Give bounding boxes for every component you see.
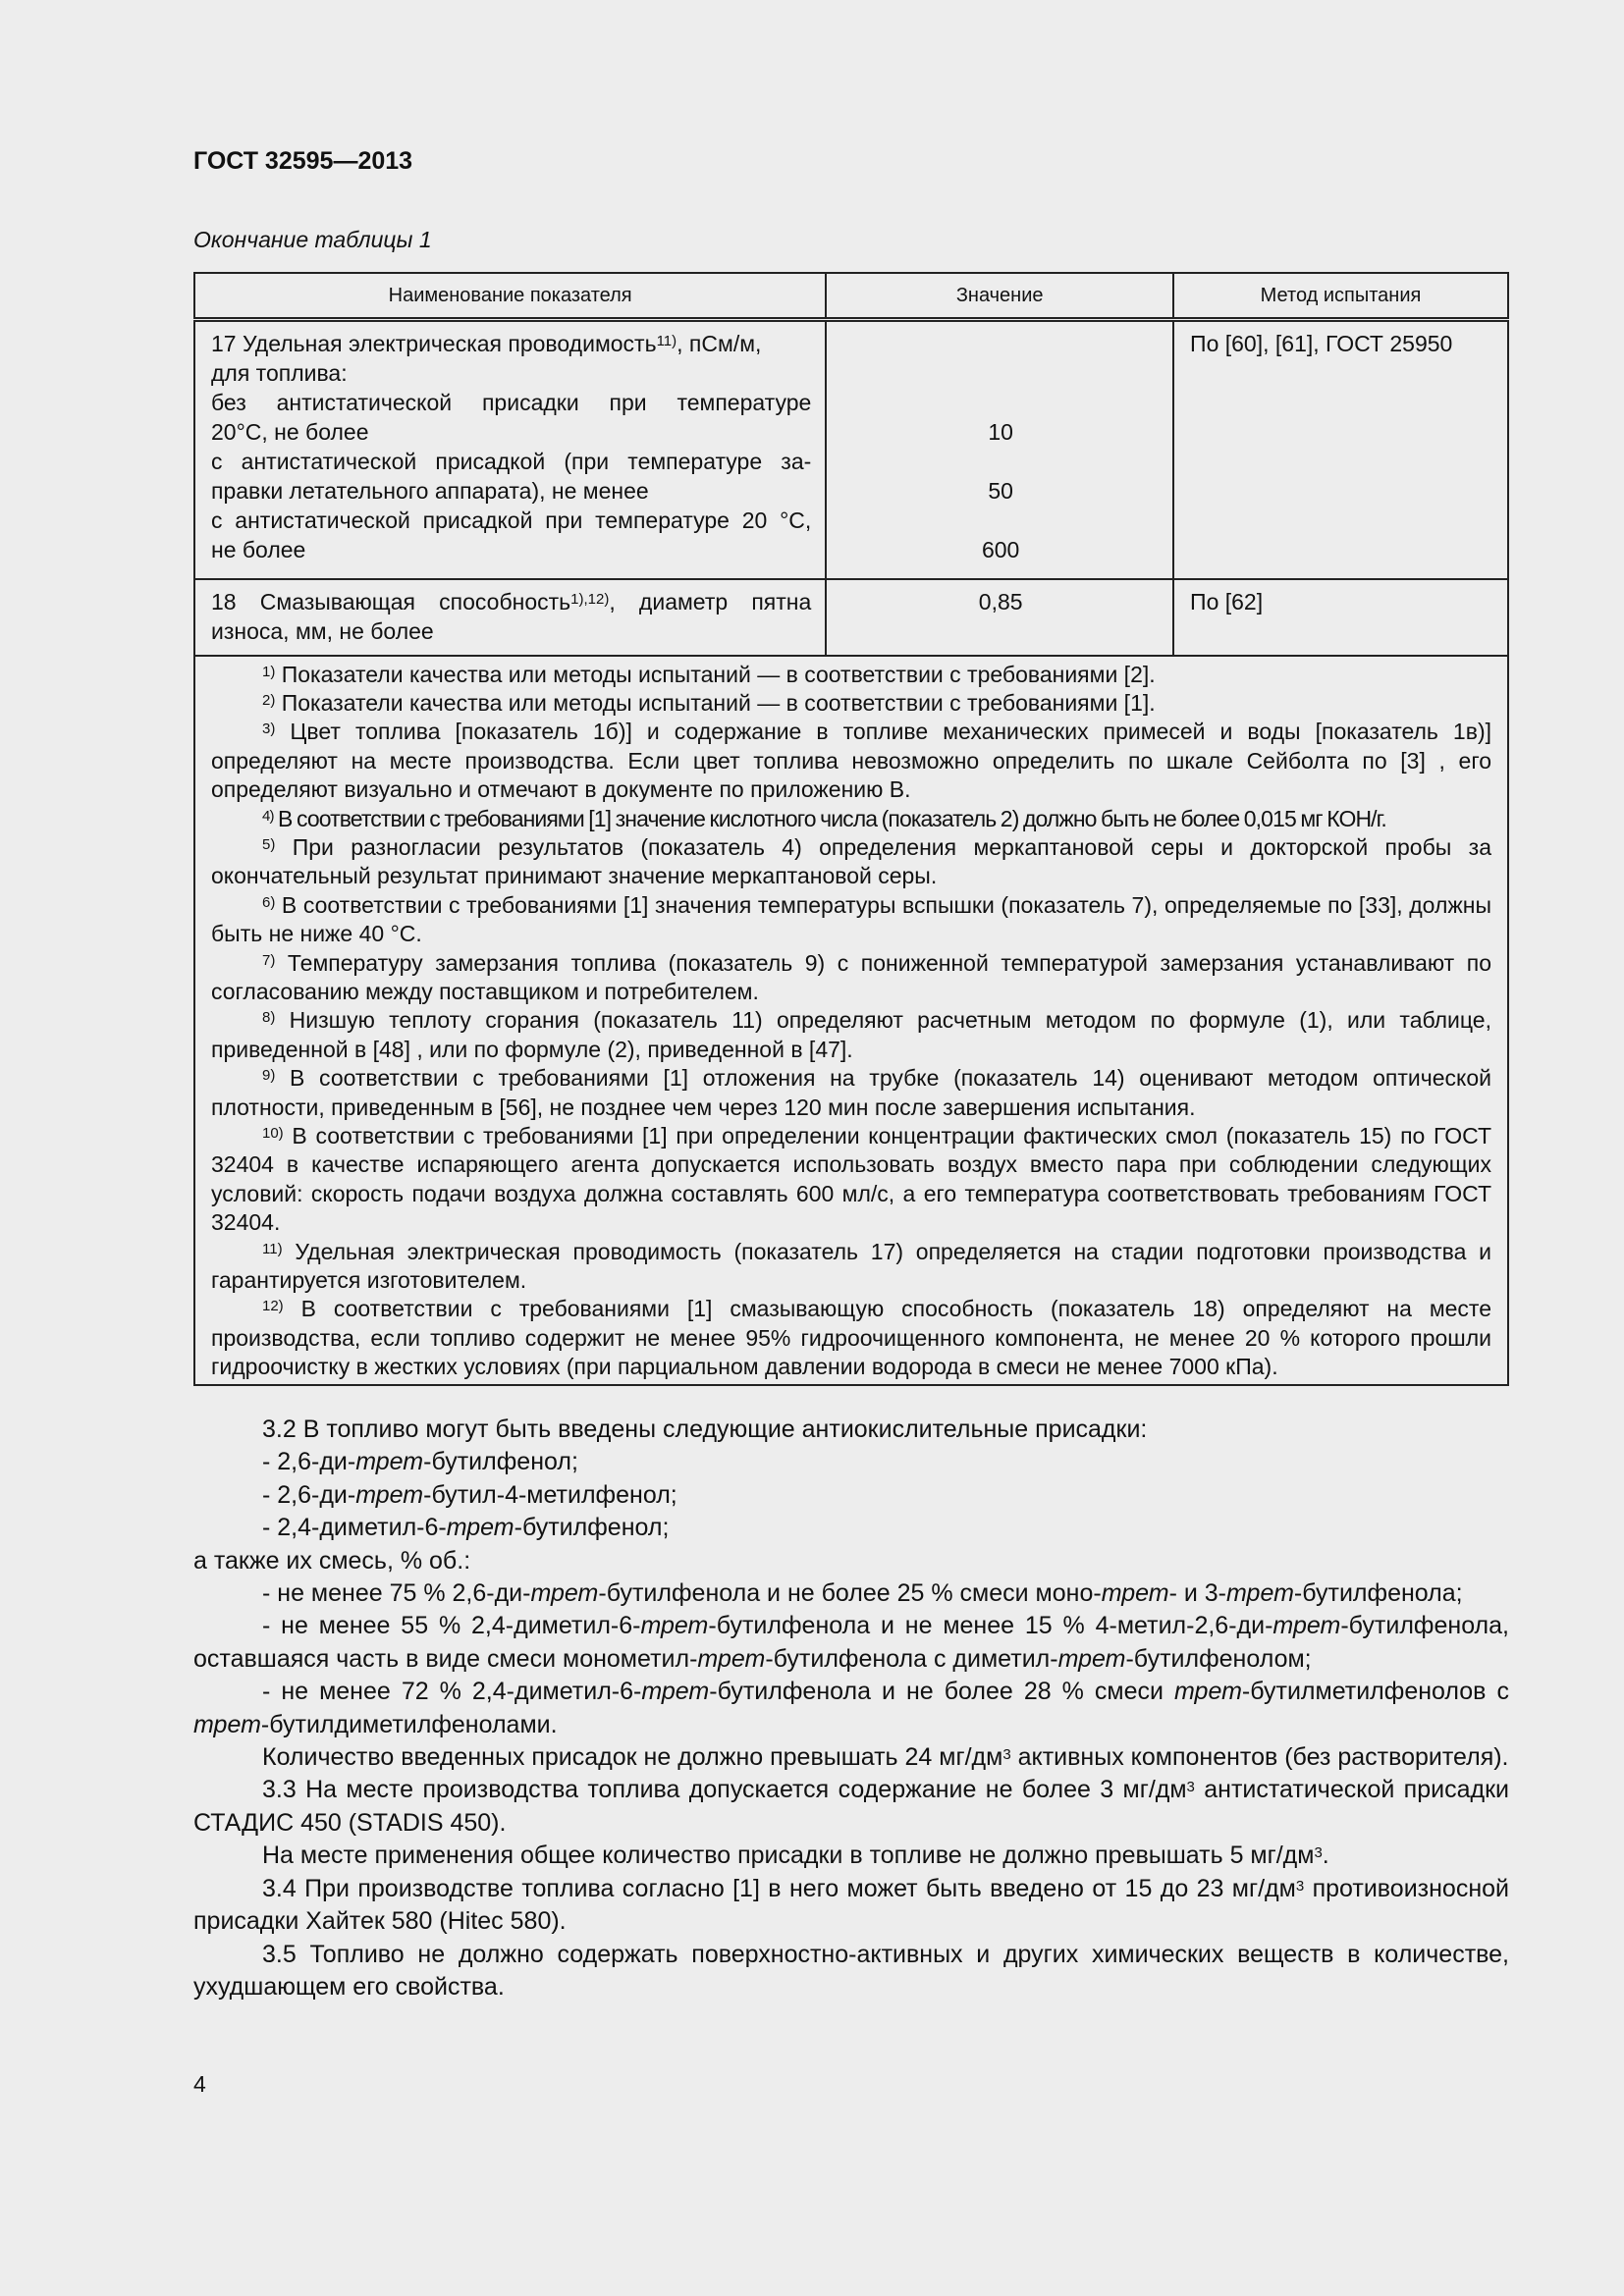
additive-list-item: - 2,4-диметил-6-трет-бутилфенол; bbox=[262, 1514, 670, 1542]
footnote bbox=[211, 718, 1491, 804]
footnote-mark: 12) bbox=[262, 1298, 284, 1315]
footnote bbox=[211, 1006, 1491, 1064]
body-text bbox=[193, 1414, 1509, 2003]
mixture-item: - не менее 55 % 2,4-диметил-6-трет-бутилфенола и не менее 15 % 4-метил-2,6-ди-трет-бутилфенола, оставшаяся часть в виде смеси монометил-трет-бутилфенола с диметил-трет-бутилфенолом; bbox=[193, 1612, 1509, 1673]
footnote-text: Показатели качества или методы испытаний — в соответствии с требованиями [1]. bbox=[275, 689, 1156, 716]
footnote-text: Показатели качества или методы испытаний — в соответствии с требованиями [2]. bbox=[275, 661, 1156, 687]
indicators-table bbox=[193, 272, 1509, 1386]
footnote-text: В соответствии с требованиями [1] смазывающую способность (показатель 18) определяют на месте производства, если топливо содержит не менее 95% гидроочищенного компонента, не менее 20 % которого прошли гидроочистку в жестких условиях (при парциальном давлении водорода в смеси не менее 7000 кПа). bbox=[211, 1296, 1491, 1380]
row18-name-cell: 18 Смазывающая способность$^{1),12)}$, диаметр пятна износа, мм, не более bbox=[194, 579, 826, 656]
column-header-method: Метод испытания bbox=[1173, 273, 1508, 320]
footnote bbox=[211, 949, 1491, 1007]
clause-3-4: 3.4 При производстве топлива согласно [1] в него может быть введено от 15 до 23 $мг/дм^3$ противоизносной присадки Хайтек 580 (Hitec 580). bbox=[193, 1874, 1510, 1936]
footnotes bbox=[195, 657, 1507, 1384]
clause-3-5: 3.5 Топливо не должно содержать поверхностно-активных и других химических веществ в количестве, ухудшающем его свойства. bbox=[193, 1940, 1509, 2001]
row18-method-cell: По [62] bbox=[1173, 579, 1508, 656]
footnote-mark: 1) bbox=[262, 663, 276, 680]
footnote-text: Удельная электрическая проводимость (показатель 17) определяется на стадии подготовки производства и гарантируется изготовителем. bbox=[211, 1238, 1491, 1294]
footnote-mark: 7) bbox=[262, 951, 276, 969]
footnote bbox=[211, 1122, 1491, 1238]
footnote bbox=[211, 1064, 1491, 1122]
footnote bbox=[211, 891, 1491, 949]
column-header-value: Значение bbox=[826, 273, 1173, 320]
footnote bbox=[211, 1295, 1491, 1381]
footnote-mark: 9) bbox=[262, 1067, 276, 1085]
row17-method-cell: По [60], [61], ГОСТ 25950 bbox=[1173, 320, 1508, 579]
footnote-text: В соответствии с требованиями [1] значения температуры вспышки (показатель 7), определяемые по [33], должны быть не ниже 40 °С. bbox=[211, 891, 1491, 947]
mixture-intro: а также их смесь, % об.: bbox=[193, 1546, 471, 1575]
footnote-text: Низшую теплоту сгорания (показатель 11) определяют расчетным методом по формуле (1), или таблице, приведенной в [48] , или по формуле (2), приведенной в [47]. bbox=[211, 1007, 1491, 1062]
footnote bbox=[211, 1238, 1491, 1296]
document-header: ГОСТ 32595—2013 bbox=[193, 147, 413, 175]
table-header-row bbox=[194, 273, 1508, 320]
footnote-mark: 2) bbox=[262, 691, 276, 709]
footnote-text: В соответствии с требованиями [1] при определении концентрации фактических смол (показатель 15) по ГОСТ 32404 в качестве испаряющего агента допускается использовать воздух вместо пара при соблюдении следующих условий: скорость подачи воздуха должна составлять 600 мл/с, а его температура соответствовать требованиям ГОСТ 32404. bbox=[211, 1123, 1491, 1236]
mixture-item: - не менее 72 % 2,4-диметил-6-трет-бутилфенола и не более 28 % смеси трет-бутилметилфенолов с трет-бутилдиметилфенолами. bbox=[193, 1678, 1509, 1738]
footnote-mark: 11) bbox=[262, 1240, 283, 1257]
footnotes-cell bbox=[194, 656, 1508, 1385]
table-row bbox=[194, 579, 1508, 656]
page-number: 4 bbox=[193, 2071, 206, 2097]
footnote bbox=[211, 833, 1491, 891]
footnote-mark: 10) bbox=[262, 1125, 284, 1142]
table-notes-row bbox=[194, 656, 1508, 1385]
clause-3-2: 3.2 В топливо могут быть введены следующие антиокислительные присадки: bbox=[262, 1415, 1148, 1443]
footnote-mark: 6) bbox=[262, 893, 276, 911]
additive-list-item: - 2,6-ди-трет-бутил-4-метилфенол; bbox=[262, 1480, 677, 1509]
column-header-name: Наименование показателя bbox=[194, 273, 826, 320]
application-limit: На месте применения общее количество присадки в топливе не должно превышать 5 $мг/дм^3$. bbox=[262, 1842, 1329, 1870]
footnote-mark: 5) bbox=[262, 835, 276, 853]
row18-value-cell: 0,85 bbox=[826, 579, 1173, 656]
additive-list-item: - 2,6-ди-трет-бутилфенол; bbox=[262, 1448, 578, 1476]
footnote-mark: 3) bbox=[262, 721, 276, 738]
clause-3-3: 3.3 На месте производства топлива допускается содержание не более 3 $мг/дм^3$ антистатической присадки СТАДИС 450 (STADIS 450). bbox=[193, 1776, 1509, 1837]
footnote-text: Температуру замерзания топлива (показатель 9) с пониженной температурой замерзания устанавливают по согласованию между поставщиком и потребителем. bbox=[211, 949, 1491, 1004]
table-row bbox=[194, 320, 1508, 579]
footnote bbox=[211, 689, 1491, 718]
footnote bbox=[211, 661, 1491, 689]
footnote bbox=[211, 805, 1491, 833]
footnote-text: Цвет топлива [показатель 1б)] и содержание в топливе механических примесей и воды [показатель 1в)] определяют на месте производства. Если цвет топлива невозможно определить по шкале Сейболта по [3] , его определяют визуально и отмечают в документе по приложению В. bbox=[211, 719, 1491, 803]
footnote-text: При разногласии результатов (показатель 4) определения меркаптановой серы и докторской пробы за окончательный результат принимают значение меркаптановой серы. bbox=[211, 833, 1491, 889]
mixture-item: - не менее 75 % 2,6-ди-трет-бутилфенола и не более 25 % смеси моно-трет- и 3-трет-бутилфенола; bbox=[262, 1579, 1463, 1608]
footnote-text: В соответствии с требованиями [1] значение кислотного числа (показатель 2) должно быть не более 0,015 мг КОН/г. bbox=[273, 805, 1386, 831]
row17-value-cell: 10 50 600 bbox=[826, 320, 1173, 579]
footnote-mark: 4) bbox=[262, 807, 274, 825]
footnote-mark: 8) bbox=[262, 1009, 276, 1027]
row17-name-cell: 17 Удельная электрическая проводимость$^{11)}$, пСм/м, для топлива: без антистатической присадки при температуре 20°С, не более с антистатической присадкой (при температуре за- правки летательного аппарата), не менее с антистатической присадкой при температуре 20 °С, не более bbox=[194, 320, 826, 579]
additive-quantity: Количество введенных присадок не должно превышать 24 $мг/дм^3$ активных компонентов (без растворителя). bbox=[262, 1743, 1509, 1772]
footnote-text: В соответствии с требованиями [1] отложения на трубке (показатель 14) оценивают методом оптической плотности, приведенным в [56], не позднее чем через 120 мин после завершения испытания. bbox=[211, 1065, 1491, 1120]
table-caption: Окончание таблицы 1 bbox=[193, 227, 432, 252]
